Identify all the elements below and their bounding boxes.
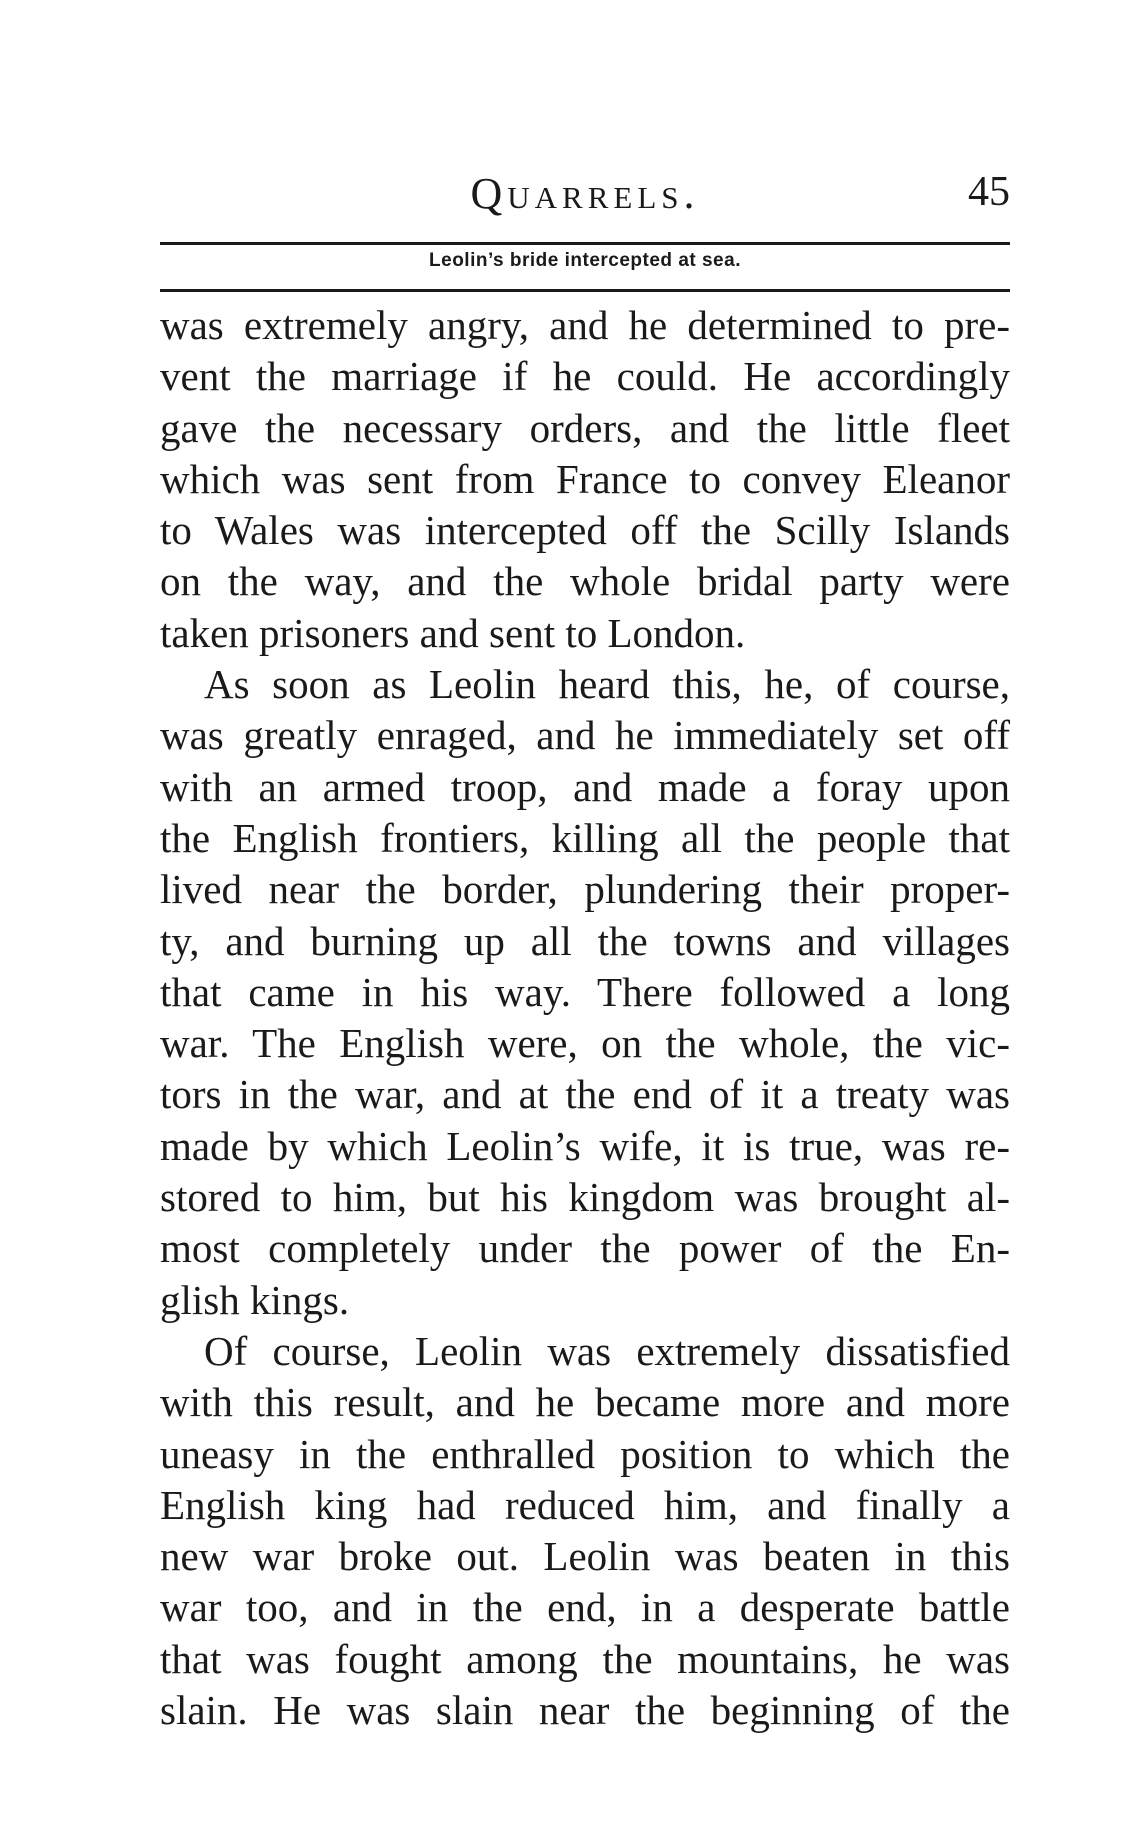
text-line: English king had reduced him, and finally a [160,1481,1010,1528]
running-subhead: Leolin’s bride intercepted at sea. [429,250,741,271]
text-line: slain. He was slain near the beginning of the [160,1687,1010,1734]
text-line: Of course, Leolin was extremely dissatisfied [204,1327,1010,1374]
text-line: to Wales was intercepted off the Scilly Islands [160,507,1010,554]
text-line: with this result, and he became more and more [160,1379,1010,1426]
text-line: stored to him, but his kingdom was brought al- [160,1174,1010,1221]
text-line: was greatly enraged, and he immediately set off [160,712,1010,759]
running-title: Quarrels. [470,169,700,218]
text-line: with an armed troop, and made a foray upon [160,763,1010,810]
text-line: new war broke out. Leolin was beaten in this [160,1533,1010,1580]
text-line: that came in his way. There followed a long [160,968,1010,1015]
text-line: tors in the war, and at the end of it a treaty was [160,1071,1010,1118]
running-head [160,168,1010,224]
text-line: vent the marriage if he could. He accordingly [160,353,1010,400]
text-line: taken prisoners and sent to London. [160,609,746,656]
body-text [160,300,1010,1736]
text-line: was extremely angry, and he determined to pre- [160,302,1010,348]
text-line: war too, and in the end, in a desperate battle [160,1584,1010,1631]
text-line: glish kings. [160,1276,350,1323]
text-line: As soon as Leolin heard this, he, of course, [204,661,1010,708]
header-rule-bottom [160,289,1010,292]
text-line: uneasy in the enthralled position to which the [160,1430,1010,1477]
text-line: ty, and burning up all the towns and villages [160,917,1010,964]
text-line: most completely under the power of the En- [160,1225,1010,1272]
header-rule-top [160,242,1010,245]
text-line: lived near the border, plundering their proper- [160,866,1010,913]
text-line: the English frontiers, killing all the people that [160,814,1010,861]
text-line: war. The English were, on the whole, the vic- [160,1020,1010,1067]
page-number: 45 [968,169,1010,215]
text-line: made by which Leolin’s wife, it is true, was re- [160,1122,1010,1169]
text-line: gave the necessary orders, and the little fleet [160,404,1010,451]
text-line: on the way, and the whole bridal party were [160,558,1010,605]
text-line: which was sent from France to convey Eleanor [160,455,1010,502]
text-line: that was fought among the mountains, he was [160,1635,1010,1682]
